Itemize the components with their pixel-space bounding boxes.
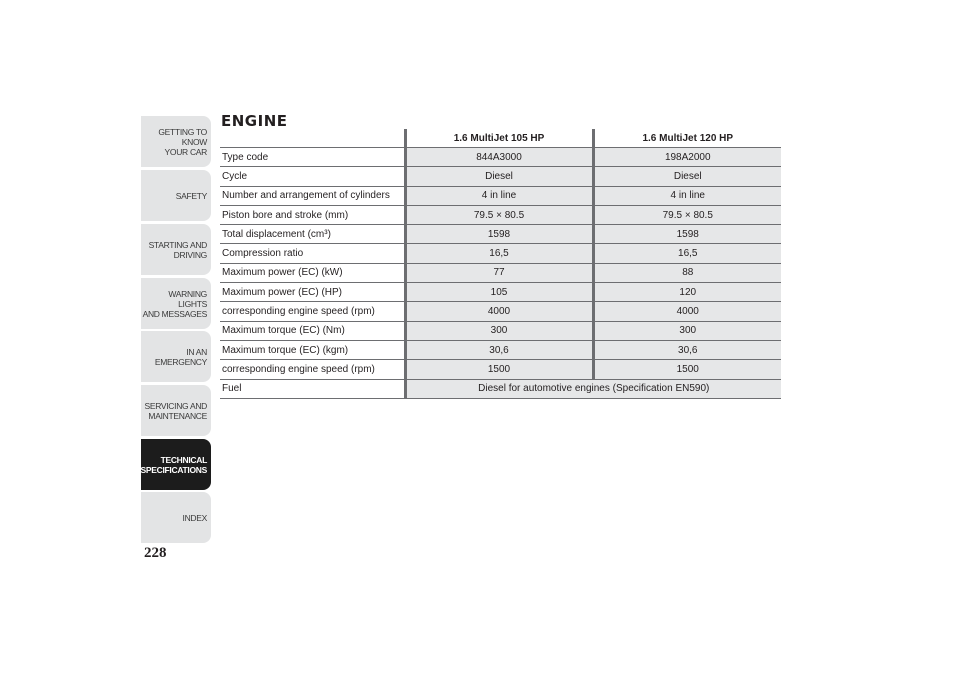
table-row (220, 263, 781, 282)
row-label: Cycle (220, 167, 405, 186)
row-value: 16,5 (593, 244, 781, 263)
row-label: Maximum torque (EC) (Nm) (220, 321, 405, 340)
row-label: Maximum power (EC) (kW) (220, 263, 405, 282)
table-row (220, 283, 781, 302)
table-row (220, 167, 781, 186)
row-value: 1598 (593, 225, 781, 244)
tab-servicing-and-maintenance[interactable] (141, 385, 211, 436)
row-value-fuel: Diesel for automotive engines (Specification EN590) (405, 379, 781, 398)
tab-label: IN AN EMERGENCY (154, 346, 207, 367)
table-row (220, 148, 781, 167)
row-label: Number and arrangement of cylinders (220, 186, 405, 205)
row-value: 300 (405, 321, 593, 340)
row-label: Maximum torque (EC) (kgm) (220, 340, 405, 359)
row-value: 30,6 (593, 340, 781, 359)
row-value: 4 in line (593, 186, 781, 205)
page-number: 228 (144, 545, 167, 561)
table-row (220, 225, 781, 244)
row-value: 77 (405, 263, 593, 282)
table-row (220, 205, 781, 224)
row-label: Maximum power (EC) (HP) (220, 283, 405, 302)
table-header-row (220, 129, 781, 148)
row-value: 30,6 (405, 340, 593, 359)
row-label: Total displacement (cm³) (220, 225, 405, 244)
row-value: 844A3000 (405, 148, 593, 167)
row-value: 4000 (593, 302, 781, 321)
row-value: Diesel (593, 167, 781, 186)
row-value: 4000 (405, 302, 593, 321)
row-label: Compression ratio (220, 244, 405, 263)
tab-label: STARTING AND DRIVING (148, 239, 207, 260)
table-row (220, 360, 781, 379)
row-value: 120 (593, 283, 781, 302)
tab-starting-and-driving[interactable] (141, 224, 211, 275)
tab-label: SAFETY (175, 190, 207, 201)
tab-label: SERVICING AND MAINTENANCE (144, 400, 207, 421)
header-120hp: 1.6 MultiJet 120 HP (593, 129, 781, 148)
table-row (220, 186, 781, 205)
table-body (220, 148, 781, 399)
row-value: 198A2000 (593, 148, 781, 167)
row-label: Fuel (220, 379, 405, 398)
row-value: 300 (593, 321, 781, 340)
tab-getting-to-know-your-car[interactable] (141, 116, 211, 167)
row-label: corresponding engine speed (rpm) (220, 360, 405, 379)
row-value: 105 (405, 283, 593, 302)
row-value: 1500 (593, 360, 781, 379)
row-label: Piston bore and stroke (mm) (220, 205, 405, 224)
tab-label: WARNING LIGHTS AND MESSAGES (142, 288, 207, 319)
tab-in-an-emergency[interactable] (141, 331, 211, 382)
engine-spec-table (220, 129, 781, 399)
row-label: Type code (220, 148, 405, 167)
header-105hp: 1.6 MultiJet 105 HP (405, 129, 593, 148)
row-label: corresponding engine speed (rpm) (220, 302, 405, 321)
row-value: 79.5 × 80.5 (405, 205, 593, 224)
table-row (220, 321, 781, 340)
table-row (220, 302, 781, 321)
tab-warning-lights[interactable] (141, 278, 211, 329)
row-value: 1598 (405, 225, 593, 244)
row-value: 16,5 (405, 244, 593, 263)
row-value: 79.5 × 80.5 (593, 205, 781, 224)
table-row-fuel (220, 379, 781, 398)
header-blank (220, 129, 405, 148)
row-value: 1500 (405, 360, 593, 379)
section-title: ENGINE (221, 112, 288, 130)
row-value: 4 in line (405, 186, 593, 205)
table-row (220, 244, 781, 263)
tab-technical-specifications[interactable] (141, 439, 211, 490)
tab-label: GETTING TO KNOW YOUR CAR (158, 126, 207, 157)
tab-index[interactable] (141, 492, 211, 543)
row-value: 88 (593, 263, 781, 282)
tab-safety[interactable] (141, 170, 211, 221)
tab-label: INDEX (182, 512, 207, 523)
row-value: Diesel (405, 167, 593, 186)
tab-label: TECHNICAL SPECIFICATIONS (140, 454, 207, 475)
table-row (220, 340, 781, 359)
